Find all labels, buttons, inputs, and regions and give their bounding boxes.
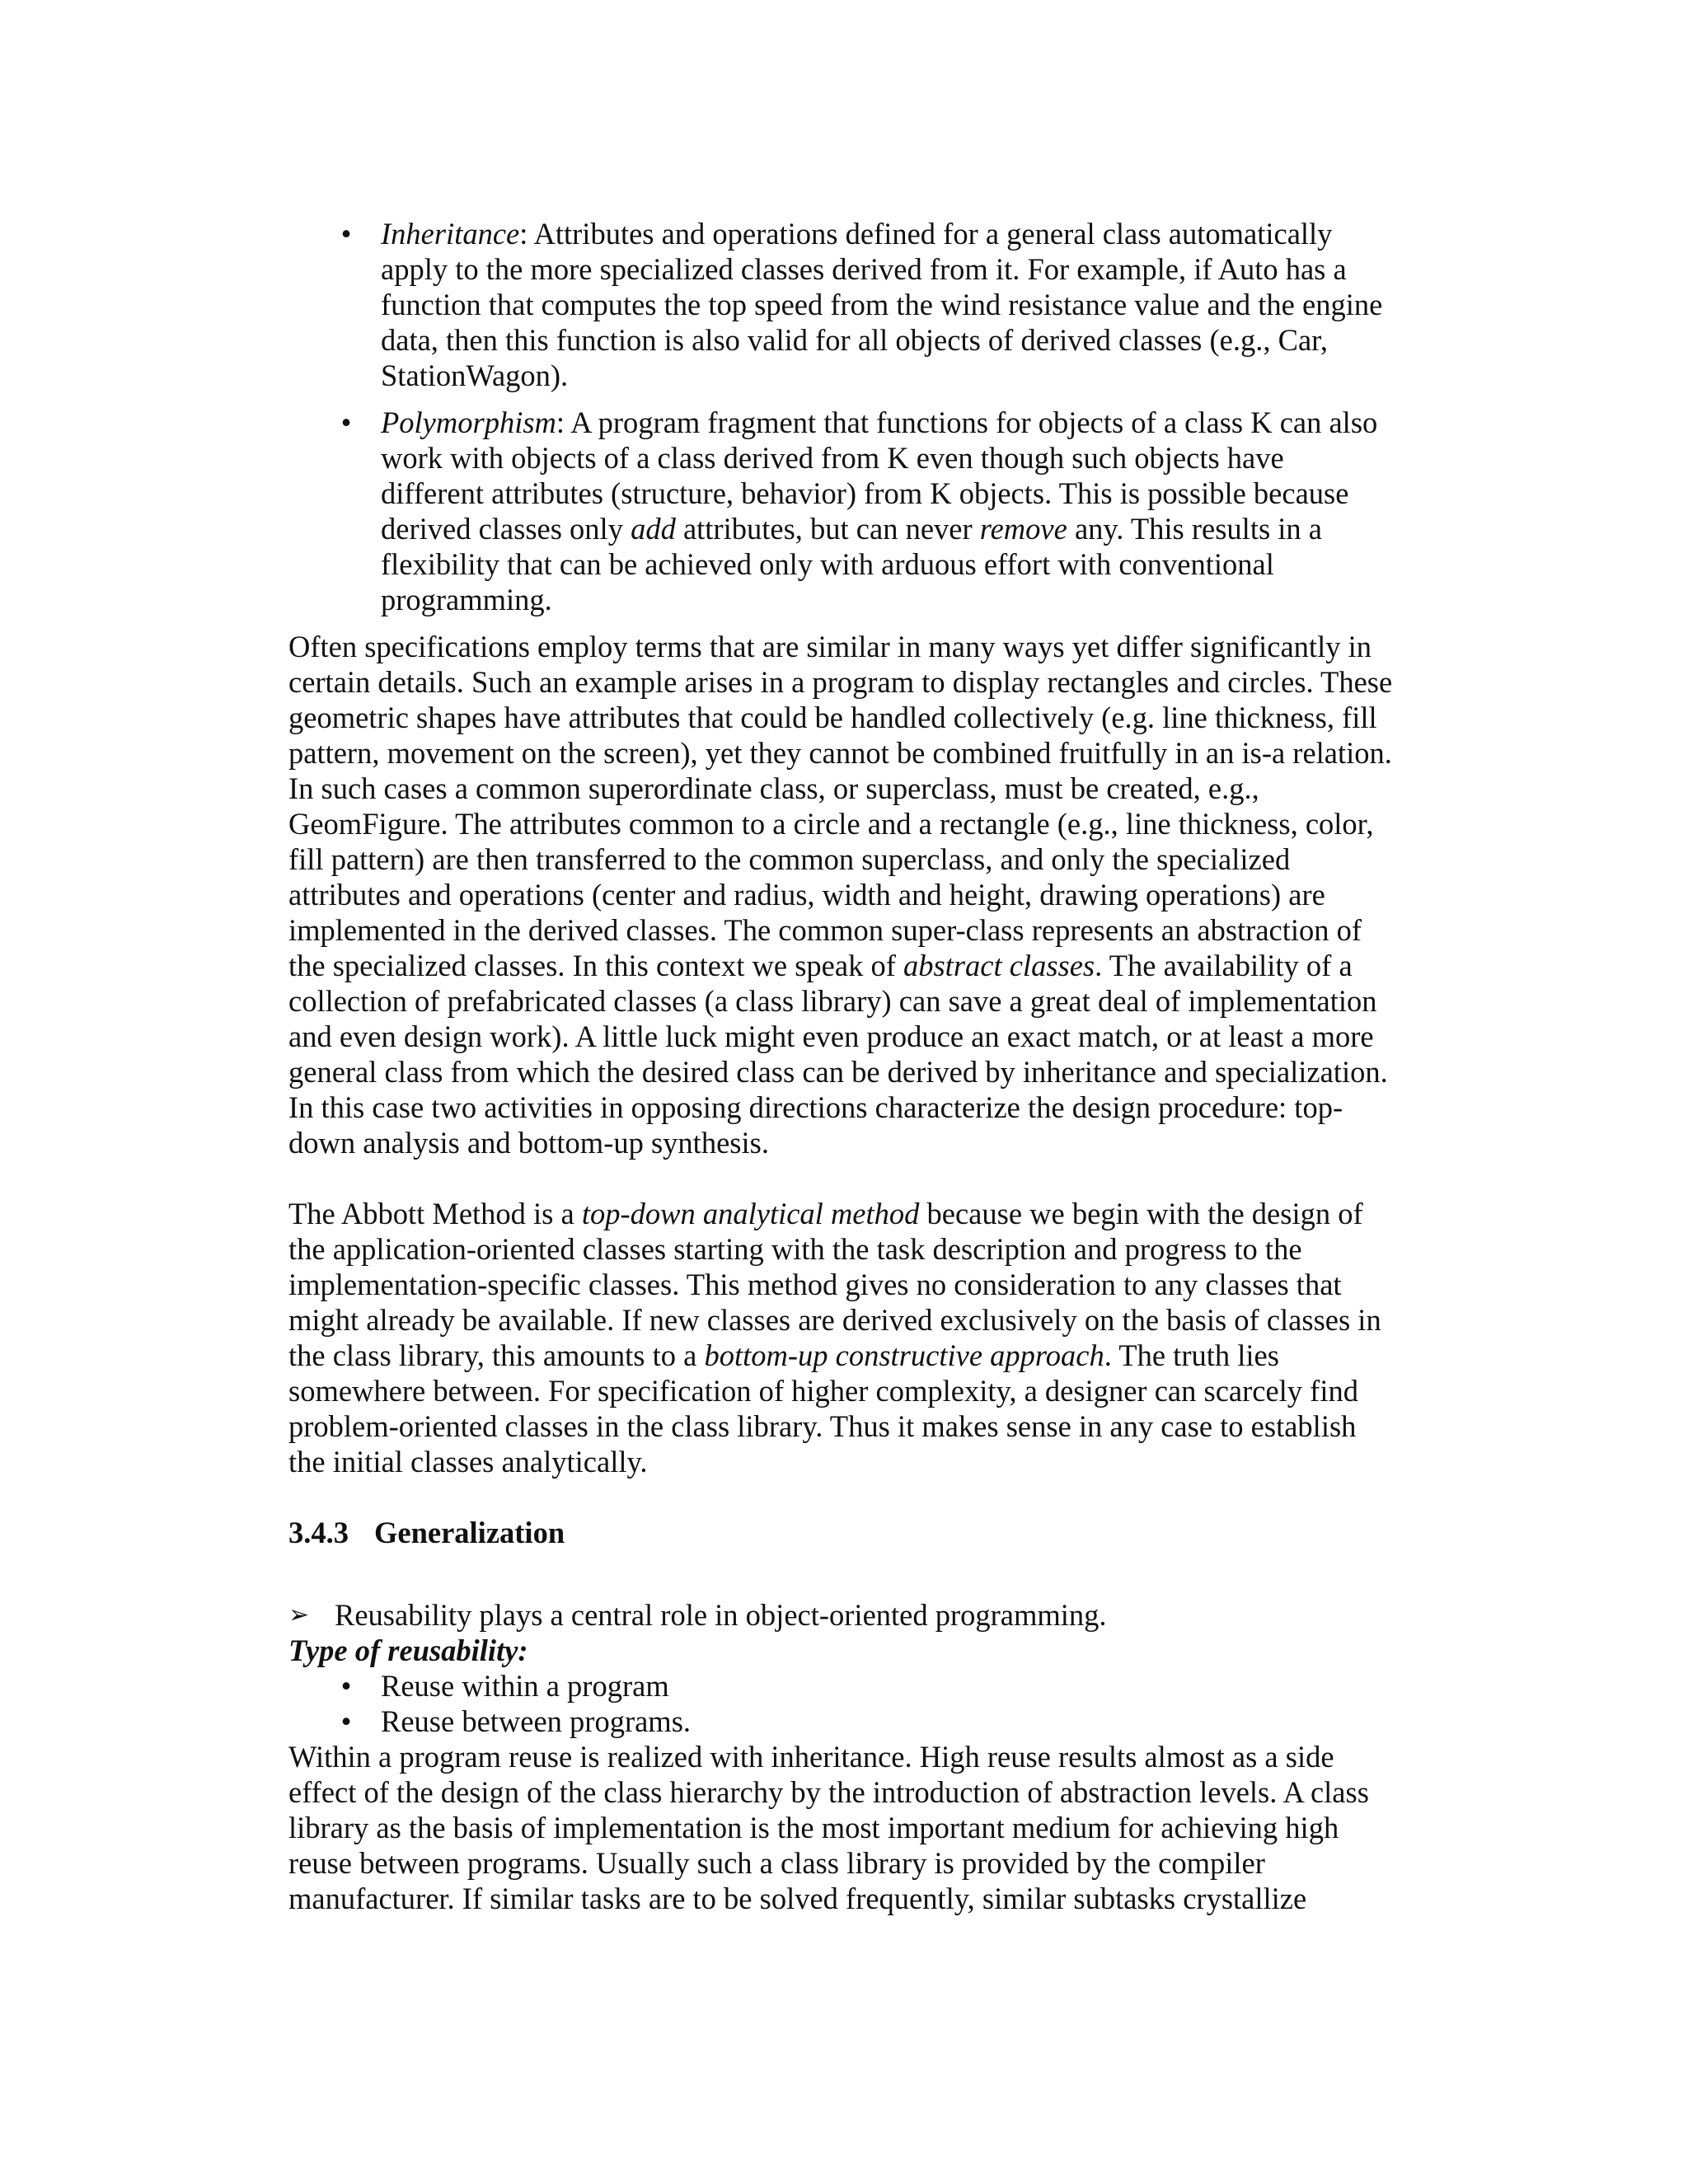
bullet-polymorphism <box>288 405 1393 617</box>
arrow-bullet-icon: ➢ <box>288 1601 310 1629</box>
reuse-type-list <box>288 1668 1393 1739</box>
abbott-text-3: . The truth lies somewhere between. For specification of higher complexity, a designer can scarcely find problem-oriented classes in the class library. Thus it makes sense in any case to establish the initial classes analytically. <box>288 1338 1358 1479</box>
section-number: 3.4.3 <box>288 1516 349 1549</box>
abbott-em-top-down: top-down analytical method <box>581 1197 920 1230</box>
section-title: Generalization <box>374 1516 565 1549</box>
section-heading <box>288 1515 1393 1550</box>
page-content <box>288 216 1393 1916</box>
term-polymorphism: Polymorphism <box>381 405 556 439</box>
specs-text-1: Often specifications employ terms that are similar in many ways yet differ significantly in certain details. Such an example arises in a program to display rectangles and circles. These geometric shapes have attributes that could be handled collectively (e.g. line thickness, fill pattern, movement on the screen), yet they cannot be combined fruitfully in an is-a relation. In such cases a common superordinate class, or superclass, must be created, e.g., GeomFigure. The attributes common to a circle and a rectangle (e.g., line thickness, color, fill pattern) are then transferred to the common superclass, and only the specialized attributes and operations (center and radius, width and height, drawing operations) are implemented in the derived classes. The common super-class represents an abstraction of the specialized classes. In this context we speak of <box>288 630 1393 982</box>
abbott-em-bottom-up: bottom-up constructive approach <box>704 1338 1104 1372</box>
abbott-text-1: The Abbott Method is a <box>288 1197 582 1230</box>
inheritance-text: : Attributes and operations defined for a general class automatically apply to the more specialized classes derived from it. For example, if Auto has a function that computes the top speed from the wind resistance value and the engine data, then this function is also valid for all objects of derived classes (e.g., Car, StationWagon). <box>381 217 1383 392</box>
term-inheritance: Inheritance <box>381 217 520 251</box>
bullet-dot-icon: • <box>340 217 352 251</box>
polymorphism-em-remove: remove <box>979 512 1067 546</box>
polymorphism-em-add: add <box>631 512 676 546</box>
bullet-dot-icon: • <box>340 1669 352 1703</box>
abbott-text-2: because we begin with the design of the application-oriented classes starting with the task description and progress to the implementation-specific classes. This method gives no consideration to any classes that might already be available. If new classes are derived exclusively on the basis of classes in the class library, this amounts to a <box>288 1197 1381 1372</box>
paragraph-reuse: Within a program reuse is realized with inheritance. High reuse results almost as a side effect of the design of the class hierarchy by the introduction of abstraction levels. A class library as the basis of implementation is the most important medium for achieving high reuse between programs. Usually such a class library is provided by the compiler manufacturer. If similar tasks are to be solved frequently, similar subtasks crystallize <box>288 1740 1369 1915</box>
bullet-dot-icon: • <box>340 1704 352 1738</box>
bullet-inheritance <box>288 216 1393 393</box>
specs-text-2: . The availability of a collection of prefabricated classes (a class library) can save a great deal of implementation and even design work). A little luck might even produce an exact match, or at least a more general class from which the desired class can be derived by inheritance and specialization. In this case two activities in opposing directions characterize the design procedure: top-down analysis and bottom-up synthesis. <box>288 949 1388 1160</box>
arrow-bullet-text: Reusability plays a central role in object-oriented programming. <box>335 1598 1107 1632</box>
paragraph-specifications <box>288 629 1393 1160</box>
specs-em-abstract-classes: abstract classes <box>903 949 1095 982</box>
arrow-bullet-item <box>288 1597 1393 1633</box>
paragraph-abbott-method <box>288 1196 1393 1479</box>
concept-bullet-list <box>288 216 1393 617</box>
polymorphism-text-1: : A program fragment that functions for objects of a class K can also work with objects of a class derived from K even though such objects have different attributes (structure, behavior) from K objects. This is possible because derived classes only <box>381 405 1378 546</box>
polymorphism-text-3: any. This results in a flexibility that can be achieved only with arduous effort with conventional programming. <box>381 512 1323 616</box>
reuse-item <box>288 1668 1393 1704</box>
type-of-reusability-label: Type of reusability: <box>288 1633 528 1667</box>
polymorphism-text-2: attributes, but can never <box>675 512 980 546</box>
reuse-item-text: Reuse within a program <box>381 1669 669 1703</box>
reuse-item <box>288 1704 1393 1739</box>
bullet-dot-icon: • <box>340 405 352 439</box>
reuse-item-text: Reuse between programs. <box>381 1704 692 1738</box>
